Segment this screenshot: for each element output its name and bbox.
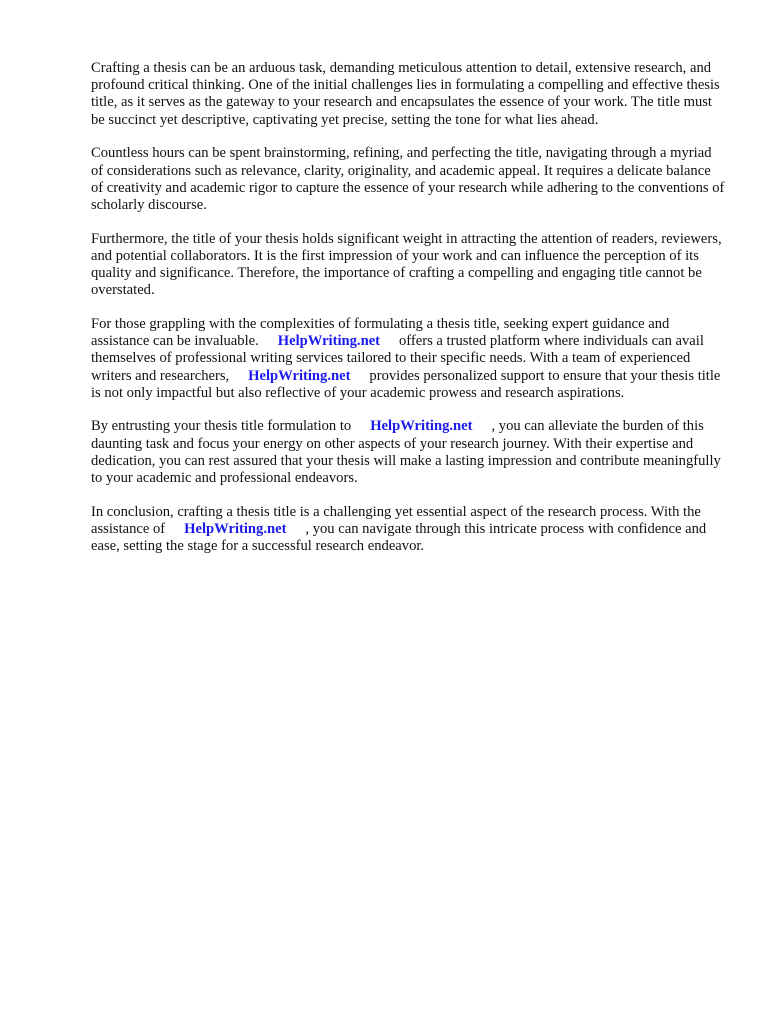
helpwriting-link[interactable]: HelpWriting.net	[277, 333, 381, 350]
paragraph-text: In conclusion, crafting a thesis title is a challenging yet essential aspect of the research process. With the assistance of	[91, 503, 701, 537]
paragraph-text: By entrusting your thesis title formulation to	[91, 418, 352, 435]
document-body	[91, 60, 725, 572]
paragraph-intro: Crafting a thesis can be an arduous task, demanding meticulous attention to detail, extensive research, and profound critical thinking. One of the initial challenges lies in formulating a compelling and effective thesis title, as it serves as the gateway to your research and encapsulates the essence of your work. The title must be succinct yet descriptive, captivating yet precise, setting the tone for what lies ahead.	[91, 60, 720, 128]
paragraph-text: provides personalized support to ensure that your thesis title is not only impactful but also reflective of your academic prowess and research aspirations.	[91, 367, 721, 401]
paragraph-text: , you can alleviate the burden of this daunting task and focus your energy on other aspects of your research journey. With their expertise and dedication, you can rest assured that your thesis will make a lasting impression and contribute meaningfully to your academic and professional endeavors.	[91, 418, 721, 487]
helpwriting-link[interactable]: HelpWriting.net	[184, 520, 287, 537]
paragraph-brainstorming: Countless hours can be spent brainstorming, refining, and perfecting the title, navigating through a myriad of considerations such as relevance, clarity, originality, and academic appeal. It requires a delicate balance of creativity and academic rigor to capture the essence of your research while adhering to the conventions of scholarly discourse.	[91, 145, 725, 213]
helpwriting-link[interactable]: HelpWriting.net	[370, 418, 473, 435]
paragraph-conclusion	[91, 504, 725, 556]
paragraph-entrusting	[91, 418, 725, 487]
paragraph-text: For those grappling with the complexities of formulating a thesis title, seeking expert guidance and assistance can be invaluable.	[91, 315, 670, 350]
paragraph-guidance	[91, 316, 725, 402]
paragraph-significance: Furthermore, the title of your thesis holds significant weight in attracting the attention of readers, reviewers, and potential collaborators. It is the first impression of your work and can influence the perception of its quality and significance. Therefore, the importance of crafting a compelling and engaging title cannot be overstated.	[91, 230, 722, 299]
helpwriting-link[interactable]: HelpWriting.net	[248, 367, 351, 384]
paragraph-text: offers a trusted platform where individuals can avail themselves of professional writing services tailored to their specific needs. With a team of experienced writers and researchers,	[91, 333, 704, 384]
paragraph-text: , you can navigate through this intricate process with confidence and ease, setting the stage for a successful research endeavor.	[91, 520, 707, 555]
